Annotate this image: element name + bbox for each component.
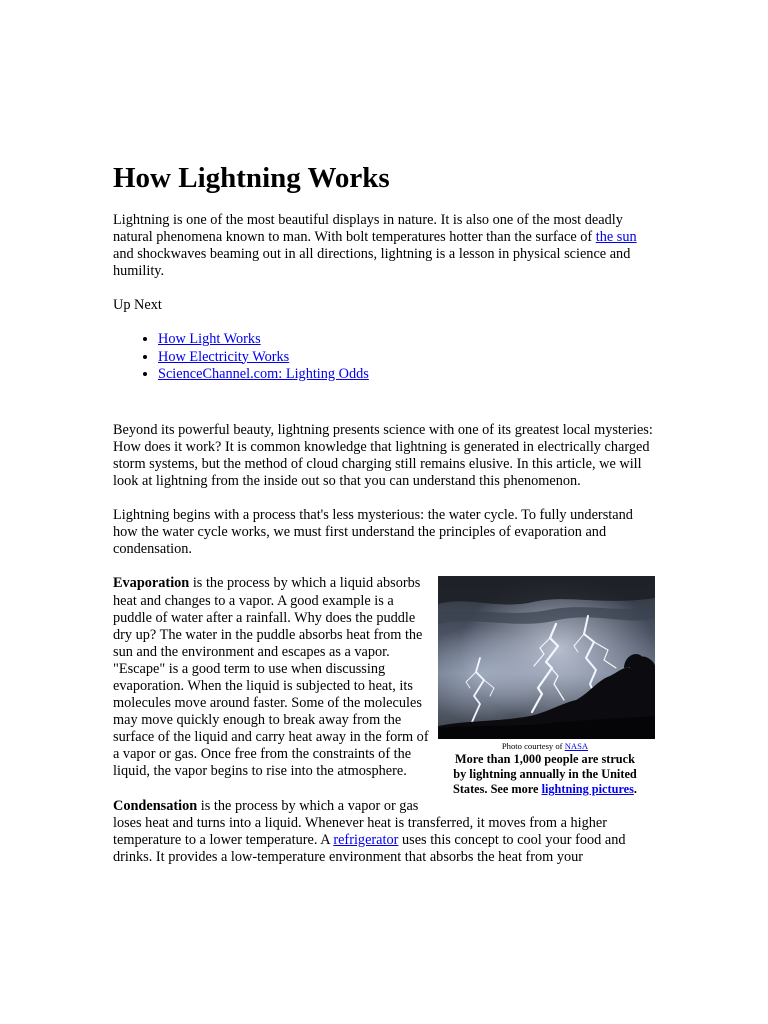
list-item bbox=[158, 366, 658, 383]
condensation-term: Condensation bbox=[113, 797, 198, 814]
link-how-light-works[interactable]: How Light Works bbox=[158, 331, 261, 348]
intro-text-2: and shockwaves beaming out in all directions, lightning is a lesson in physical science and humility. bbox=[113, 246, 631, 280]
photo-caption bbox=[435, 752, 655, 797]
water-cycle-paragraph: Lightning begins with a process that's less mysterious: the water cycle. To fully understand how the water cycle works, we must first understand the principles of evaporation and condensation. bbox=[113, 507, 633, 558]
caption-text: More than 1,000 people are struck by lightning annually in the United States. See more bbox=[453, 752, 637, 797]
article-title: How Lightning Works bbox=[113, 162, 390, 194]
evaporation-term: Evaporation bbox=[113, 575, 190, 592]
article bbox=[113, 160, 658, 866]
evaporation-text: is the process by which a liquid absorbs heat and changes to a vapor. A good example is a puddle of water after a rainfall. Why does the puddle dry up? The water in the puddle absorbs heat from the sun and the environment and escapes as a vapor. "Escape" is a good term to use when discussing evaporation. When the liquid is subjected to heat, its molecules move around faster. Some of the molecules may move quickly enough to break away from the surface of the liquid and carry heat away in the form of a vapor or gas. Once free from the constraints of the liquid, the vapor begins to rise into the atmosphere. bbox=[113, 575, 429, 780]
credit-prefix: Photo courtesy of bbox=[501, 741, 565, 752]
list-item bbox=[158, 349, 658, 366]
lightning-photo[interactable] bbox=[438, 576, 655, 739]
link-how-electricity-works[interactable]: How Electricity Works bbox=[158, 348, 290, 365]
link-sciencechannel-lighting-odds[interactable]: ScienceChannel.com: Lighting Odds bbox=[158, 365, 369, 382]
up-next-list bbox=[113, 331, 658, 382]
photo-credit bbox=[435, 740, 655, 752]
up-next-heading: Up Next bbox=[113, 297, 162, 314]
condensation-text-2: uses this concept to cool your food and drinks. It provides a low-temperature environment that absorbs the heat from your bbox=[113, 831, 626, 865]
link-refrigerator[interactable]: refrigerator bbox=[333, 831, 399, 848]
mystery-paragraph: Beyond its powerful beauty, lightning presents science with one of its greatest local mysteries: How does it work? It is common knowledge that lightning is generated in electrically charged storm systems, but the method of cloud charging still remains elusive. In this article, we will look at lightning from the inside out so that you can understand this phenomenon. bbox=[113, 421, 653, 490]
lightning-figure bbox=[435, 576, 655, 797]
intro-paragraph bbox=[113, 212, 658, 280]
list-item bbox=[158, 331, 658, 348]
link-nasa[interactable]: NASA bbox=[564, 741, 589, 752]
intro-text-1: Lightning is one of the most beautiful displays in nature. It is also one of the most deadly natural phenomena known to man. With bolt temperatures hotter than the surface of bbox=[113, 212, 623, 246]
condensation-paragraph bbox=[113, 798, 658, 866]
caption-end: . bbox=[633, 782, 637, 797]
link-lightning-pictures[interactable]: lightning pictures bbox=[541, 782, 634, 797]
link-the-sun[interactable]: the sun bbox=[595, 229, 637, 246]
condensation-text-1: is the process by which a vapor or gas loses heat and turns into a liquid. Whenever heat is transferred, it moves from a higher temperature to a lower temperature. A bbox=[113, 797, 608, 848]
